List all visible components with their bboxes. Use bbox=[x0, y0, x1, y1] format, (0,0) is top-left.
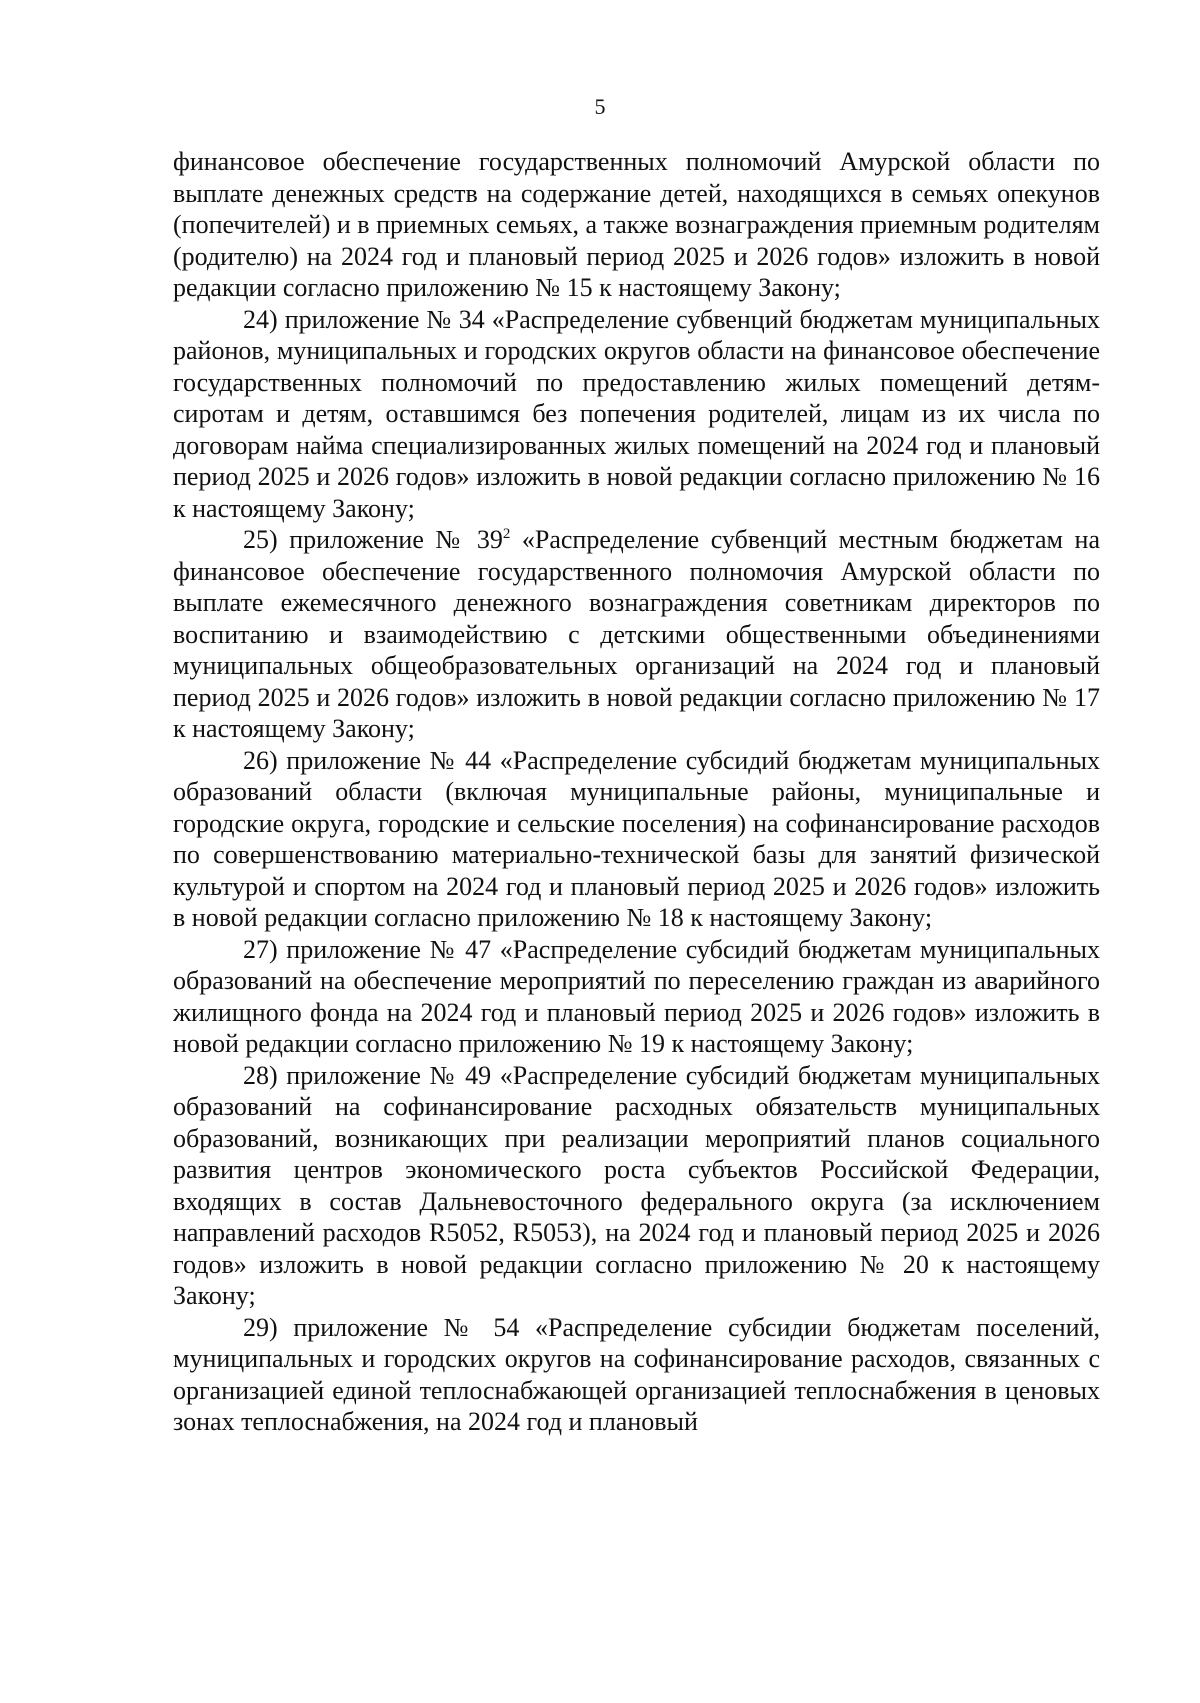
page-number: 5 bbox=[594, 94, 606, 119]
paragraph-item-28: 28) приложение № 49 «Распределение субсидий бюджетам муниципальных образований на софинансирование расходных обязательств муниципальных образований, возникающих при реализации мероприятий планов социального развития центров экономического роста субъектов Российской Федерации, входящих в состав Дальневосточного федерального округа (за исключением направлений расходов R5052, R5053), на 2024 год и плановый период 2025 и 2026 годов» изложить в новой редакции согласно приложению № 20 к настоящему Закону; bbox=[173, 1060, 1100, 1310]
paragraph-continuation: финансовое обеспечение государственных полномочий Амурской области по выплате денежных средств на содержание детей, находящихся в семьях опекунов (попечителей) и в приемных семьях, а также вознаграждения приемным родителям (родителю) на 2024 год и плановый период 2025 и 2026 годов» изложить в новой редакции согласно приложению № 15 к настоящему Закону; bbox=[173, 147, 1100, 302]
paragraph-item-25 bbox=[173, 524, 1100, 745]
superscript-index: 2 bbox=[502, 526, 511, 542]
paragraph-item-26: 26) приложение № 44 «Распределение субсидий бюджетам муниципальных образований области (включая муниципальные районы, муниципальные и городские округа, городские и сельские поселения) на софинансирование расходов по совершенствованию материально-технической базы для занятий физической культурой и спортом на 2024 год и плановый период 2025 и 2026 годов» изложить в новой редакции согласно приложению № 18 к настоящему Закону; bbox=[173, 745, 1100, 932]
paragraph-item-25-start: 25) приложение № 39 bbox=[243, 525, 503, 554]
paragraph-item-29: 29) приложение № 54 «Распределение субсидии бюджетам поселений, муниципальных и городских округов на софинансирование расходов, связанных с организацией единой теплоснабжающей организацией теплоснабжения в ценовых зонах теплоснабжения, на 2024 год и плановый bbox=[173, 1312, 1100, 1436]
paragraph-item-25-rest: «Распределение субвенций местным бюджетам на финансовое обеспечение государственного полномочия Амурской области по выплате ежемесячного денежного вознаграждения советникам директоров по воспитанию и взаимодействию с детскими общественными объединениями муниципальных общеобразовательных организаций на 2024 год и плановый период 2025 и 2026 годов» изложить в новой редакции согласно приложению № 17 к настоящему Закону; bbox=[173, 525, 1101, 743]
paragraph-item-24: 24) приложение № 34 «Распределение субвенций бюджетам муниципальных районов, муниципальных и городских округов области на финансовое обеспечение государственных полномочий по предоставлению жилых помещений детям-сиротам и детям, оставшимся без попечения родителей, лицам из их числа по договорам найма специализированных жилых помещений на 2024 год и плановый период 2025 и 2026 годов» изложить в новой редакции согласно приложению № 16 к настоящему Закону; bbox=[173, 304, 1100, 523]
document-body bbox=[173, 146, 1100, 1438]
paragraph-item-27: 27) приложение № 47 «Распределение субсидий бюджетам муниципальных образований на обеспечение мероприятий по переселению граждан из аварийного жилищного фонда на 2024 год и плановый период 2025 и 2026 годов» изложить в новой редакции согласно приложению № 19 к настоящему Закону; bbox=[173, 934, 1100, 1058]
